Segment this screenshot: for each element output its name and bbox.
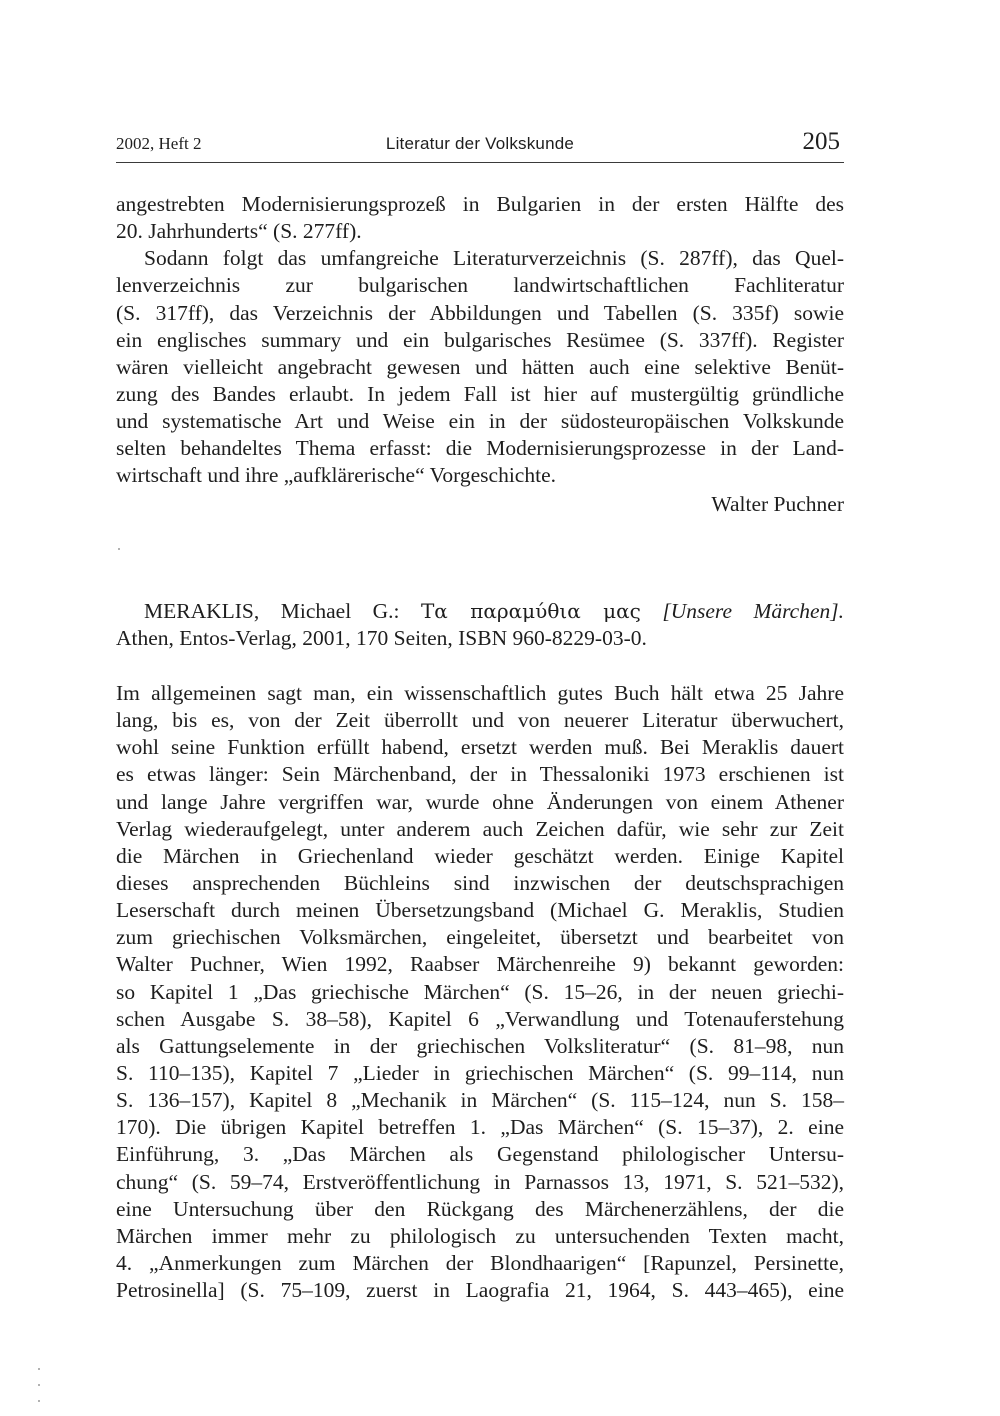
scan-speck bbox=[38, 1384, 40, 1386]
text-line: 170). Die übrigen Kapitel betreffen 1. „Das Märchen“ (S. 15–37), 2. eine bbox=[116, 1115, 844, 1140]
text-line: lang, bis es, von der Zeit überrollt und von neuerer Literatur überwuchert, bbox=[116, 708, 844, 733]
text-line: selten behandeltes Thema erfasst: die Modernisierungsprozesse in der Land- bbox=[116, 436, 844, 461]
text-line: zum griechischen Volksmärchen, eingeleitet, übersetzt und bearbeitet von bbox=[116, 925, 844, 950]
text-line: Im allgemeinen sagt man, ein wissenschaftlich gutes Buch hält etwa 25 Jahre bbox=[116, 681, 844, 705]
header-rule bbox=[116, 162, 844, 163]
text-line: 20. Jahrhunderts“ (S. 277ff). bbox=[116, 219, 362, 244]
citation-publication: Athen, Entos-Verlag, 2001, 170 Seiten, ISBN 960-8229-03-0. bbox=[116, 626, 647, 651]
text-line: Verlag wiederaufgelegt, unter anderem auch Zeichen dafür, wie sehr zur Zeit bbox=[116, 816, 844, 841]
text-line: 4. „Anmerkungen zum Märchen der Blondhaarigen“ [Rapunzel, Persinette, bbox=[116, 1250, 844, 1275]
text-line: wirtschaft und ihre „aufklärerische“ Vorgeschichte. bbox=[116, 463, 556, 488]
text-line: so Kapitel 1 „Das griechische Märchen“ (S. 15–26, in der neuen griechi- bbox=[116, 979, 844, 1004]
text-line: Leserschaft durch meinen Übersetzungsband (Michael G. Meraklis, Studien bbox=[116, 898, 844, 923]
page-number: 205 bbox=[802, 128, 840, 155]
book-citation bbox=[116, 598, 844, 652]
scan-speck bbox=[38, 1400, 40, 1402]
scan-speck bbox=[118, 548, 120, 550]
text-line: Walter Puchner, Wien 1992, Raabser Märchenreihe 9) bekannt geworden: bbox=[116, 952, 844, 977]
text-line: eine Untersuchung über den Rückgang des Märchenerzählens, der die bbox=[116, 1196, 844, 1221]
text-line: angestrebten Modernisierungsprozeß in Bulgarien in der ersten Hälfte des bbox=[116, 192, 844, 216]
text-line: S. 110–135), Kapitel 7 „Lieder in griechischen Märchen“ (S. 99–114, nun bbox=[116, 1060, 844, 1085]
text-line: ein englisches summary und ein bulgarisches Resümee (S. 337ff). Register bbox=[116, 327, 844, 352]
text-line: S. 136–157), Kapitel 8 „Mechanik in Märchen“ (S. 115–124, nun S. 158– bbox=[116, 1088, 844, 1113]
header-issue: 2002, Heft 2 bbox=[116, 134, 202, 153]
text-line: chung“ (S. 59–74, Erstveröffentlichung in Parnassos 13, 1971, S. 521–532), bbox=[116, 1169, 844, 1194]
review-continuation bbox=[116, 191, 844, 490]
citation-translated-title: [Unsere Märchen]. bbox=[662, 599, 845, 623]
text-line: Sodann folgt das umfangreiche Literaturverzeichnis (S. 287ff), das Quel- bbox=[144, 246, 844, 271]
text-line: lenverzeichnis zur bulgarischen landwirtschaftlichen Fachliteratur bbox=[116, 273, 844, 298]
text-line: dieses ansprechenden Büchleins sind inzwischen der deutschsprachigen bbox=[116, 870, 844, 895]
citation-author: MERAKLIS, Michael G.: bbox=[144, 599, 400, 623]
review-body bbox=[116, 680, 844, 1304]
text-line: schen Ausgabe S. 38–58), Kapitel 6 „Verwandlung und Totenauferstehung bbox=[116, 1006, 844, 1031]
text-line: zung des Bandes erlaubt. In jedem Fall ist hier auf mustergültig gründliche bbox=[116, 381, 844, 406]
text-line: (S. 317ff), das Verzeichnis der Abbildungen und Tabellen (S. 335f) sowie bbox=[116, 300, 844, 325]
scan-speck bbox=[38, 1368, 40, 1370]
citation-greek-title: Τα παραμύθια μας bbox=[420, 599, 641, 623]
text-line: Petrosinella] (S. 75–109, zuerst in Laografia 21, 1964, S. 443–465), eine bbox=[116, 1278, 844, 1303]
text-line: Märchen immer mehr zu philologisch zu untersuchenden Texten macht, bbox=[116, 1223, 844, 1248]
text-line: Einführung, 3. „Das Märchen als Gegenstand philologischer Untersu- bbox=[116, 1142, 844, 1167]
running-header bbox=[116, 128, 844, 158]
text-line: wären vielleicht angebracht gewesen und hätten auch eine selektive Benüt- bbox=[116, 354, 844, 379]
header-section-title: Literatur der Volkskunde bbox=[385, 134, 575, 153]
text-line: die Märchen in Griechenland wieder geschätzt werden. Einige Kapitel bbox=[116, 843, 844, 868]
text-line: wohl seine Funktion erfüllt habend, ersetzt werden muß. Bei Meraklis dauert bbox=[116, 735, 844, 760]
text-line: es etwas länger: Sein Märchenband, der in Thessaloniki 1973 erschienen ist bbox=[116, 762, 844, 787]
text-line: als Gattungselemente in der griechischen Volksliteratur“ (S. 81–98, nun bbox=[116, 1033, 844, 1058]
text-line: und systematische Art und Weise ein in der südosteuropäischen Volkskunde bbox=[116, 409, 844, 434]
reviewer-signature: Walter Puchner bbox=[711, 492, 844, 516]
text-line: und lange Jahre vergriffen war, wurde ohne Änderungen von einem Athener bbox=[116, 789, 844, 814]
citation-line-1 bbox=[116, 598, 844, 625]
